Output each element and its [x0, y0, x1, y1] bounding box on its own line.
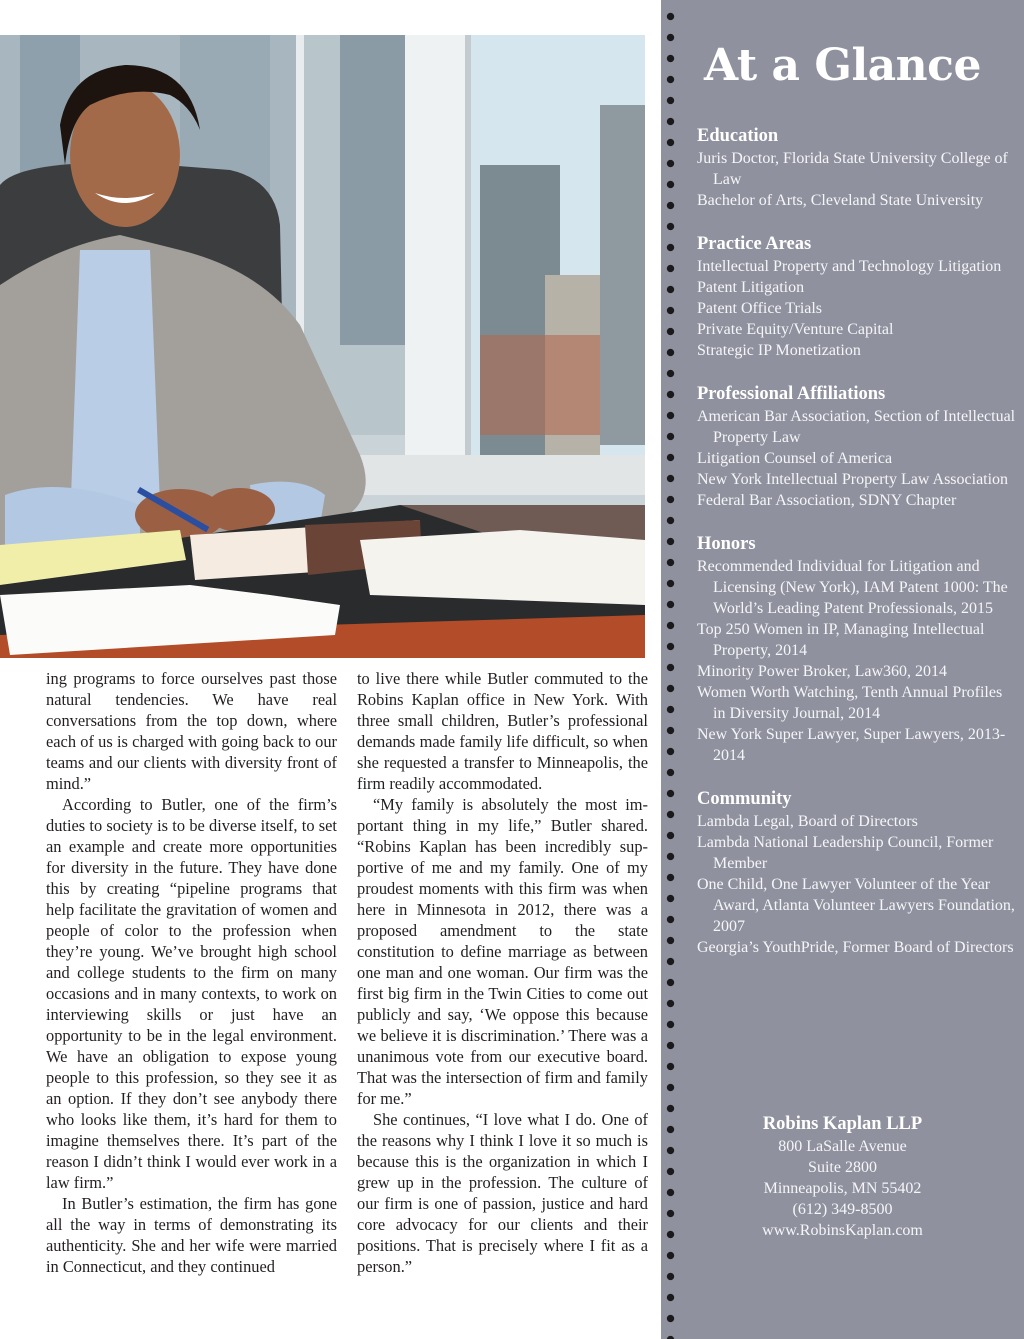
section-community: [697, 787, 1017, 958]
list-item: Bachelor of Arts, Cleveland State University: [697, 192, 984, 209]
section-honors: [697, 532, 1017, 766]
firm-contact-block: [661, 1112, 1024, 1241]
list-item: Patent Litigation: [697, 279, 805, 296]
list-item: Lambda Legal, Board of Directors: [697, 813, 918, 830]
list-item: Lambda National Leadership Council, Former Member: [697, 834, 994, 872]
article-paragraph: According to Butler, one of the firm’s duties to society is to be diverse itself, to set an example and create more opportunities for diversity in the future. They have done this by creating “pipeline programs that help facilitate the gravitation of women and people of color to the profession when they’re young. We’ve brought high school and college students to the firm on many occasions and in many contexts, to work on interviewing skills or just have an opportunity to be in the legal environment. We have an obligation to expose young people to this profession, so they see it as an option. If they don’t see anybody there who looks like them, it’s hard for them to imagine themselves there. It’s part of the reason I didn’t think I would ever work in a law firm.”: [46, 795, 337, 1192]
list-item: Intellectual Property and Technology Litigation: [697, 258, 1002, 275]
list-item: Litigation Counsel of America: [697, 450, 893, 467]
list-item: Federal Bar Association, SDNY Chapter: [697, 492, 957, 509]
section-practice-areas: [697, 232, 1017, 361]
list-item: New York Intellectual Property Law Association: [697, 471, 1009, 488]
section-education: [697, 124, 1017, 211]
section-heading: Education: [697, 126, 779, 146]
list-item: One Child, One Lawyer Volunteer of the Year Award, Atlanta Volunteer Lawyers Foundation, 2007: [697, 876, 1015, 935]
article-paragraph: “My family is absolutely the most important thing in my life,” Butler shared. “Robins Kaplan has been incredibly supportive of me and my family. One of my proudest moments with this firm was when here in Minnesota in 2012, there was a proposed amendment to the state constitution to define marriage as between one man and one woman. Our firm was the first big firm in the Twin Cities to come out publicly and say, ‘We oppose this because we believe it is discrimination.’ There was a unanimous vote from our executive board. That was the intersection of firm and family for me.”: [357, 795, 648, 1108]
article-paragraph: to live there while Butler commuted to the Robins Kaplan office in New York. With three small children, Butler’s professional demands made family life difficult, so when she requested a transfer to Minneapolis, the firm readily accommodated.: [357, 669, 648, 793]
city-state-zip: Minneapolis, MN 55402: [763, 1180, 922, 1197]
article-paragraph: She continues, “I love what I do. One of the reasons why I think I love it so much is because this is the organization in which I grew up in the profession. The culture of our firm is one of passion, justice and hard core advocacy for our clients and their positions. That is precisely where I fit as a person.”: [357, 1110, 648, 1276]
list-item: Private Equity/Venture Capital: [697, 321, 894, 338]
sidebar-title: At a Glance: [704, 40, 981, 91]
phone-number: (612) 349-8500: [792, 1201, 893, 1218]
article-column-2: [357, 668, 648, 1277]
list-item: Top 250 Women in IP, Managing Intellectual Property, 2014: [697, 621, 985, 659]
article-paragraph: ing programs to force ourselves past those natural tendencies. We have real conversations from the top down, where each of us is charged with going back to our teams and our clients with diversity front of mind.”: [46, 669, 337, 793]
section-heading: Community: [697, 789, 792, 809]
section-heading: Professional Affiliations: [697, 384, 886, 404]
sidebar-content: [697, 124, 1017, 979]
address-line-2: Suite 2800: [808, 1159, 877, 1176]
list-item: Minority Power Broker, Law360, 2014: [697, 663, 947, 680]
list-item: Georgia’s YouthPride, Former Board of Directors: [697, 939, 1014, 956]
section-heading: Practice Areas: [697, 234, 812, 254]
website-link[interactable]: www.RobinsKaplan.com: [762, 1222, 923, 1239]
firm-name: Robins Kaplan LLP: [762, 1114, 923, 1134]
list-item: American Bar Association, Section of Intellectual Property Law: [697, 408, 1016, 446]
list-item: Patent Office Trials: [697, 300, 823, 317]
list-item: Recommended Individual for Litigation and Licensing (New York), IAM Patent 1000: The World’s Leading Patent Professionals, 2015: [697, 558, 1008, 617]
section-professional-affiliations: [697, 382, 1017, 511]
article-paragraph: In Butler’s estimation, the firm has gone all the way in terms of demonstrating its authenticity. She and her wife were married in Connecticut, and they continued: [46, 1194, 337, 1276]
at-a-glance-sidebar: [661, 0, 1024, 1339]
attorney-photo: [0, 35, 645, 658]
address-line-1: 800 LaSalle Avenue: [778, 1138, 907, 1155]
section-heading: Honors: [697, 534, 756, 554]
article-column-1: [46, 668, 337, 1277]
photo-illustration: [0, 35, 645, 658]
list-item: Strategic IP Monetization: [697, 342, 861, 359]
list-item: New York Super Lawyer, Super Lawyers, 2013-2014: [697, 726, 1006, 764]
list-item: Juris Doctor, Florida State University College of Law: [697, 150, 1008, 188]
list-item: Women Worth Watching, Tenth Annual Profiles in Diversity Journal, 2014: [697, 684, 1003, 722]
